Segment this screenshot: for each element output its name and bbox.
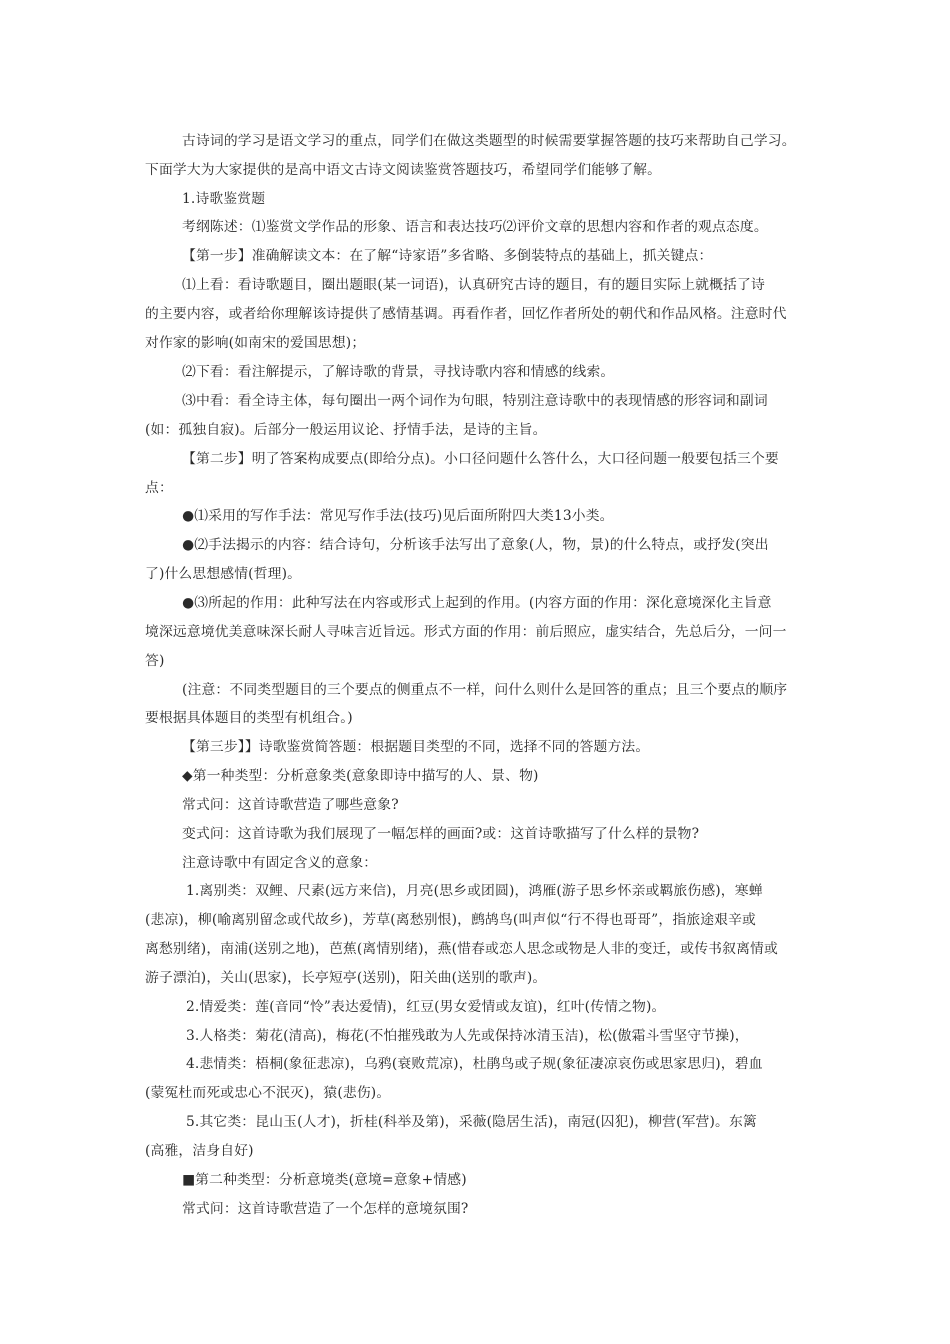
text-line: ⑴上看：看诗歌题目，圈出题眼(某一词语)，认真研究古诗的题目，有的题目实际上就概括了诗 [182,277,765,293]
text-line: 境深远意境优美意味深长耐人寻味言近旨远。形式方面的作用：前后照应，虚实结合，先总后分，一问一 [145,624,787,640]
text-line: (高雅，洁身自好) [145,1143,254,1159]
note-line: (注意：不同类型题目的三个要点的侧重点不一样，问什么则什么是回答的重点；且三个要点的顺序 [182,682,788,698]
text-line: 了)什么思想感情(哲理)。 [145,566,302,582]
step-heading: 【第二步】明了答案构成要点(即给分点)。小口径问题什么答什么，大口径问题一般要包括三个要 [182,451,779,467]
list-item: 3.人格类：菊花(清高)，梅花(不怕摧残敢为人先或保持冰清玉洁)，松(傲霜斗雪坚守节操)， [186,1028,749,1044]
text-line: 点： [145,480,173,496]
text-line: (蒙冤杜而死或忠心不泯灭)，猿(悲伤)。 [145,1085,391,1101]
type-heading: ◆第一种类型：分析意象类(意象即诗中描写的人、景、物) [182,768,539,784]
step-heading: 【第一步】准确解读文本：在了解“诗家语”多省略、多倒装特点的基础上，抓关键点： [182,248,713,264]
list-item: 1.离别类：双鲤、尺素(远方来信)，月亮(思乡或团圆)，鸿雁(游子思乡怀亲或羁旅伤感)，寒蝉 [186,883,763,899]
step-heading: 【第三步】】诗歌鉴赏简答题：根据题目类型的不同，选择不同的答题方法。 [182,739,650,755]
text-line: 常式问：这首诗歌营造了哪些意象? [182,797,399,813]
text-line: 常式问：这首诗歌营造了一个怎样的意境氛围? [182,1201,469,1217]
text-line: 变式问：这首诗歌为我们展现了一幅怎样的画面?或：这首诗歌描写了什么样的景物? [182,826,700,842]
text-line: 注意诗歌中有固定含义的意象： [182,855,378,871]
text-line: (如：孤独自寂)。后部分一般运用议论、抒情手法，是诗的主旨。 [145,422,547,438]
list-item: 5.其它类：昆山玉(人才)，折桂(科举及第)，采薇(隐居生活)，南冠(囚犯)，柳营(军营)。东篱 [186,1114,757,1130]
text-line: 的主要内容，或者给你理解该诗提供了感情基调。再看作者，回忆作者所处的朝代和作品风格。注意时代 [145,306,787,322]
list-item: 2.情爱类：莲(音同“怜”表达爱情)，红豆(男女爱情或友谊)，红叶(传情之物)。 [186,999,666,1015]
type-heading: ■第二种类型：分析意境类(意境=意象+情感) [182,1172,467,1188]
text-line: 古诗词的学习是语文学习的重点，同学们在做这类题型的时候需要掌握答题的技巧来帮助自己学习。 [182,133,796,149]
text-line: 游子漂泊)，关山(思家)，长亭短亭(送别)，阳关曲(送别的歌声)。 [145,970,547,986]
text-line: 答) [145,653,165,669]
text-line: ⑵下看：看注解提示，了解诗歌的背景，寻找诗歌内容和情感的线索。 [182,364,615,380]
bullet-item: ●⑶所起的作用：此种写法在内容或形式上起到的作用。(内容方面的作用：深化意境深化主旨意 [182,595,772,611]
text-line: (悲凉)，柳(喻离别留念或代故乡)，芳草(离愁别恨)，鹧鸪鸟(叫声似“行不得也哥哥”，指旅途艰辛或 [145,912,757,928]
text-line: 对作家的影响(如南宋的爱国思想)； [145,335,366,351]
text-line: ⑶中看：看全诗主体，每句圈出一两个词作为句眼，特别注意诗歌中的表现情感的形容词和副词 [182,393,768,409]
bullet-item: ●⑴采用的写作手法：常见写作手法(技巧)见后面所附四大类13小类。 [182,508,614,524]
note-line: 要根据具体题目的类型有机组合。) [145,710,353,726]
list-item: 4.悲情类：梧桐(象征悲凉)，乌鸦(衰败荒凉)，杜鹃鸟或子规(象征凄凉哀伤或思家思归)，碧血 [186,1056,763,1072]
text-line: 离愁别绪)，南浦(送别之地)，芭蕉(离情别绪)，燕(惜春或恋人思念或物是人非的变迁，或传书叙离情或 [145,941,778,957]
section-heading: 1.诗歌鉴赏题 [182,191,266,207]
text-line: 考纲陈述：⑴鉴赏文学作品的形象、语言和表达技巧⑵评价文章的思想内容和作者的观点态度。 [182,219,768,235]
text-line: 下面学大为大家提供的是高中语文古诗文阅读鉴赏答题技巧，希望同学们能够了解。 [145,162,662,178]
bullet-item: ●⑵手法揭示的内容：结合诗句，分析该手法写出了意象(人，物，景)的什么特点，或抒发(突出 [182,537,769,553]
